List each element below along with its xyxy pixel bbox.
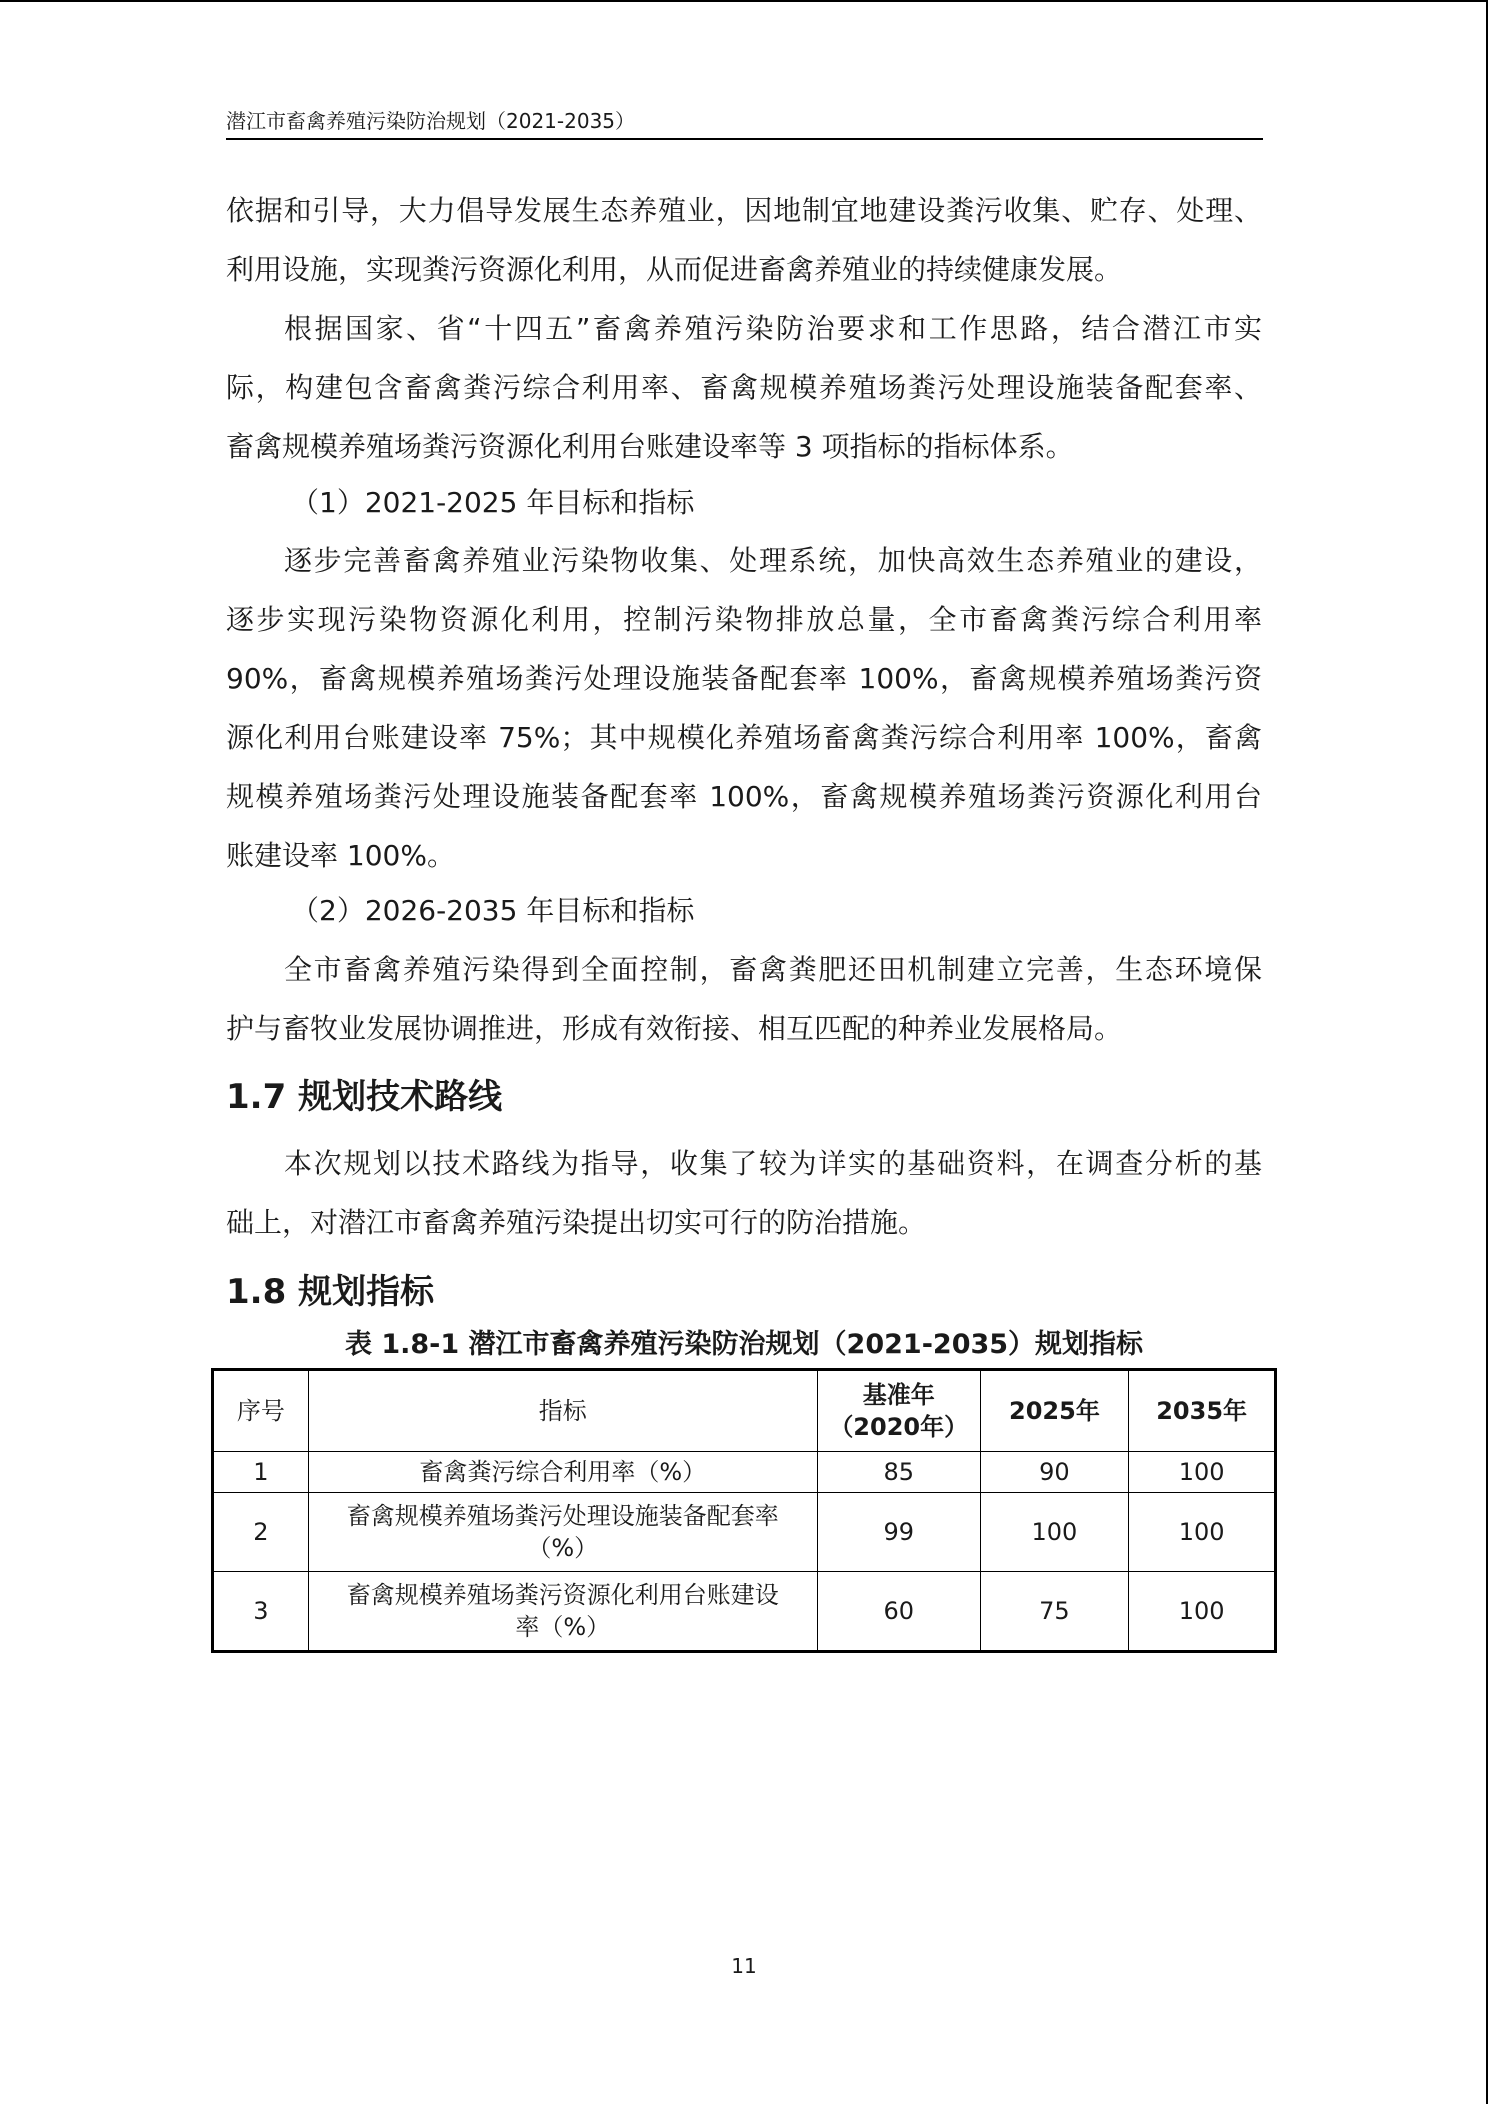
paragraph-4 [226, 940, 1262, 1058]
header-2025: 2025年 [980, 1370, 1129, 1452]
page-number: 11 [731, 1954, 757, 1978]
section-heading-1-8: 1.8 规划指标 [226, 1272, 435, 1312]
text-line: 际，构建包含畜禽粪污综合利用率、畜禽规模养殖场粪污处理设施装备配套率、 [226, 371, 1262, 404]
table-row: 2 畜禽规模养殖场粪污处理设施装备配套率 （%） 99 100 100 [213, 1493, 1276, 1572]
table-row: 3 畜禽规模养殖场粪污资源化利用台账建设 率（%） 60 75 100 [213, 1572, 1276, 1652]
text-line: 逐步完善畜禽养殖业污染物收集、处理系统，加快高效生态养殖业的建设， [284, 544, 1262, 577]
indicator-table [211, 1368, 1277, 1653]
header-2035: 2035年 [1129, 1370, 1276, 1452]
subheading-2026-2035: （2）2026-2035 年目标和指标 [291, 894, 695, 927]
text-line: 畜禽规模养殖场粪污资源化利用台账建设率等 3 项指标的指标体系。 [226, 430, 1074, 463]
text-line: 逐步实现污染物资源化利用，控制污染物排放总量，全市畜禽粪污综合利用率 [226, 603, 1262, 636]
table-header-row [213, 1370, 1276, 1452]
text-line: 账建设率 100%。 [226, 839, 455, 872]
paragraph-1 [226, 181, 1262, 299]
text-line: 利用设施，实现粪污资源化利用，从而促进畜禽养殖业的持续健康发展。 [226, 253, 1123, 286]
text-line: 根据国家、省“十四五”畜禽养殖污染防治要求和工作思路，结合潜江市实 [284, 312, 1262, 345]
text-line: 依据和引导，大力倡导发展生态养殖业，因地制宜地建设粪污收集、贮存、处理、 [226, 194, 1262, 227]
text-line: 全市畜禽养殖污染得到全面控制，畜禽粪肥还田机制建立完善，生态环境保 [284, 953, 1262, 986]
header-indicator: 指标 [308, 1370, 817, 1452]
table-row: 1 畜禽粪污综合利用率（%） 85 90 100 [213, 1452, 1276, 1493]
text-line: 护与畜牧业发展协调推进，形成有效衔接、相互匹配的种养业发展格局。 [226, 1012, 1123, 1045]
page-border-top [0, 0, 1488, 2]
text-line: 90%，畜禽规模养殖场粪污处理设施装备配套率 100%，畜禽规模养殖场粪污资 [226, 662, 1262, 695]
paragraph-5 [226, 1134, 1262, 1252]
running-header: 潜江市畜禽养殖污染防治规划（2021-2035） [226, 106, 1263, 140]
text-line: 规模养殖场粪污处理设施装备配套率 100%，畜禽规模养殖场粪污资源化利用台 [226, 780, 1262, 813]
paragraph-2 [226, 299, 1262, 476]
subheading-2021-2025: （1）2021-2025 年目标和指标 [291, 486, 695, 519]
section-heading-1-7: 1.7 规划技术路线 [226, 1077, 503, 1117]
text-line: 础上，对潜江市畜禽养殖污染提出切实可行的防治措施。 [226, 1206, 927, 1239]
paragraph-3 [226, 531, 1262, 885]
header-no: 序号 [213, 1370, 309, 1452]
header-base-year: 基准年 （2020年） [817, 1370, 980, 1452]
text-line: 本次规划以技术路线为指导，收集了较为详实的基础资料，在调查分析的基 [284, 1147, 1262, 1180]
table-caption: 表 1.8-1 潜江市畜禽养殖污染防治规划（2021-2035）规划指标 [344, 1329, 1144, 1360]
text-line: 源化利用台账建设率 75%；其中规模化养殖场畜禽粪污综合利用率 100%，畜禽 [226, 721, 1262, 754]
